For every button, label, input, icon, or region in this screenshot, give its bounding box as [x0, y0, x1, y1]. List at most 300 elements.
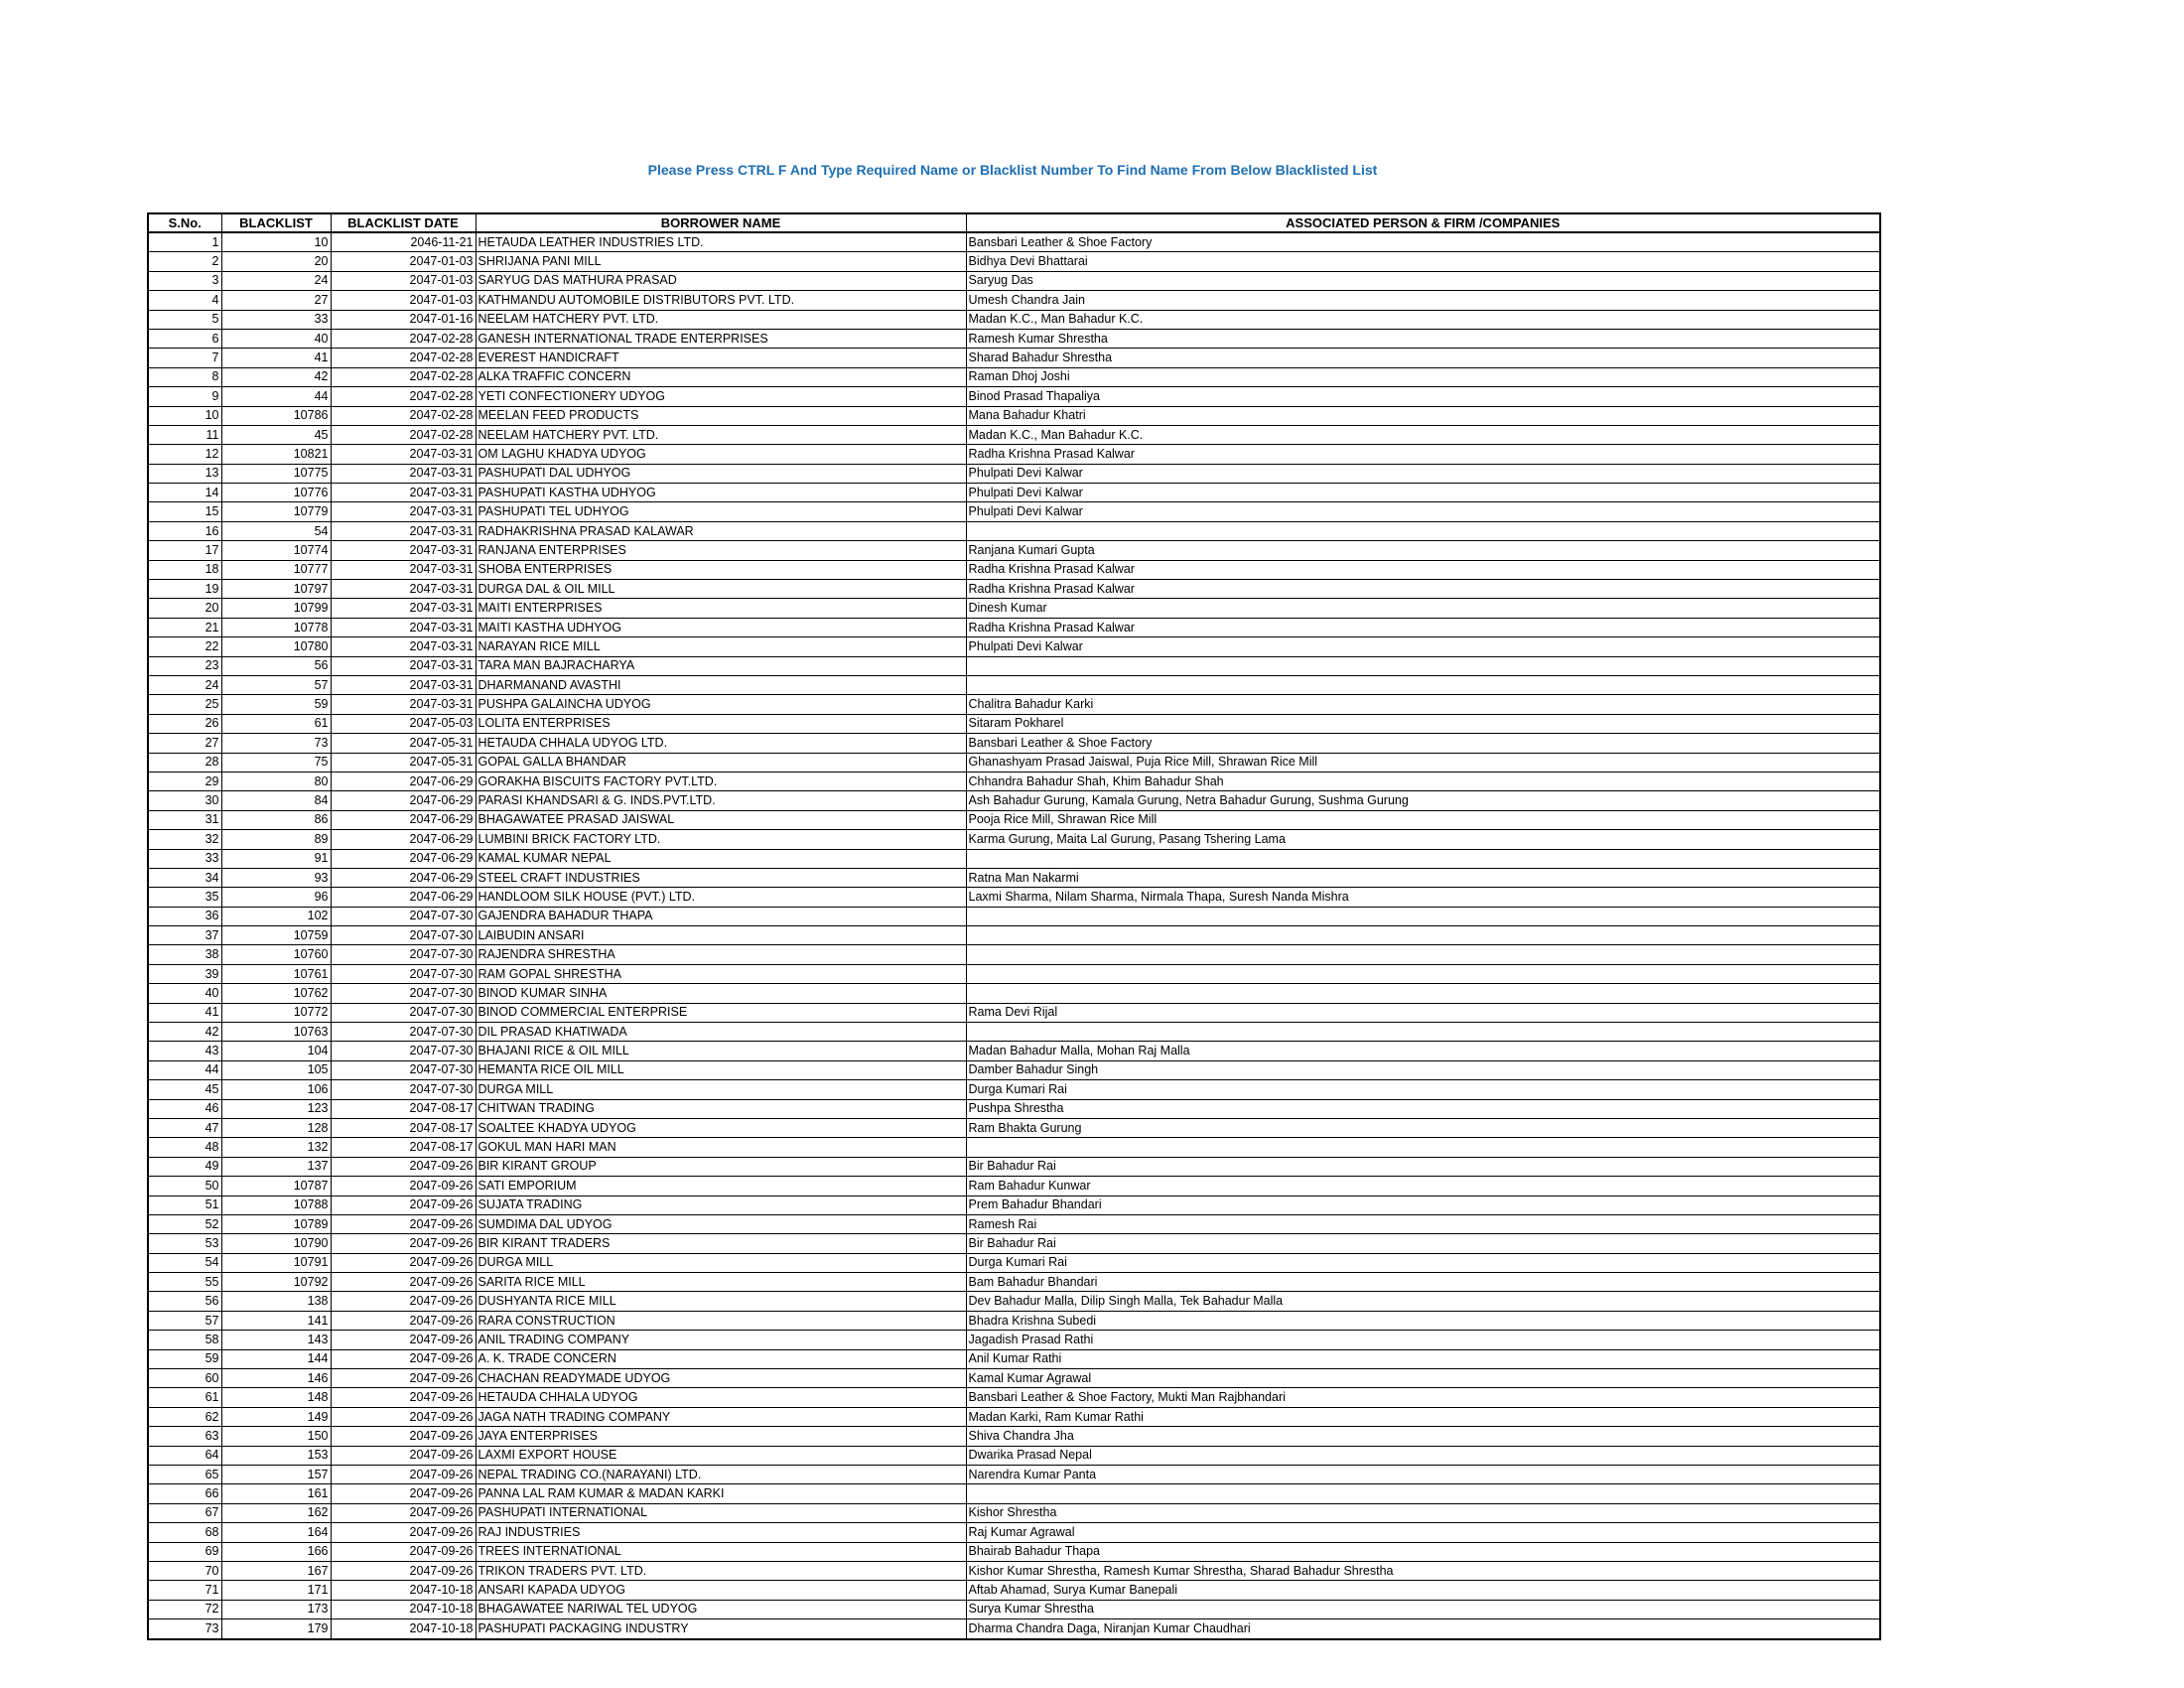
- cell-associated: Madan Bahadur Malla, Mohan Raj Malla: [966, 1042, 1880, 1060]
- cell-associated: Ash Bahadur Gurung, Kamala Gurung, Netra Bahadur Gurung, Sushma Gurung: [966, 791, 1880, 810]
- cell-blacklist: 10797: [221, 580, 331, 599]
- cell-sno: 19: [148, 580, 221, 599]
- cell-borrower-name: ALKA TRAFFIC CONCERN: [476, 367, 966, 386]
- table-row: [148, 541, 1880, 560]
- cell-borrower-name: GOKUL MAN HARI MAN: [476, 1138, 966, 1157]
- cell-sno: 23: [148, 656, 221, 675]
- cell-sno: 41: [148, 1003, 221, 1022]
- cell-blacklist-date: 2047-06-29: [331, 791, 476, 810]
- cell-blacklist-date: 2047-03-31: [331, 445, 476, 464]
- cell-blacklist: 10799: [221, 599, 331, 618]
- cell-blacklist-date: 2047-10-18: [331, 1619, 476, 1639]
- table-row: [148, 753, 1880, 772]
- cell-borrower-name: YETI CONFECTIONERY UDYOG: [476, 387, 966, 406]
- table-row: [148, 1331, 1880, 1349]
- cell-borrower-name: NEPAL TRADING CO.(NARAYANI) LTD.: [476, 1466, 966, 1484]
- cell-borrower-name: MAITI KASTHA UDHYOG: [476, 618, 966, 636]
- table-row: [148, 1619, 1880, 1639]
- cell-borrower-name: RAJENDRA SHRESTHA: [476, 945, 966, 964]
- table-row: [148, 926, 1880, 945]
- cell-associated: Raj Kumar Agrawal: [966, 1523, 1880, 1542]
- cell-borrower-name: JAYA ENTERPRISES: [476, 1427, 966, 1446]
- cell-borrower-name: RANJANA ENTERPRISES: [476, 541, 966, 560]
- cell-associated: Dwarika Prasad Nepal: [966, 1446, 1880, 1465]
- table-row: [148, 1060, 1880, 1079]
- cell-associated: [966, 1138, 1880, 1157]
- cell-blacklist: 179: [221, 1619, 331, 1639]
- cell-sno: 66: [148, 1484, 221, 1503]
- cell-sno: 3: [148, 271, 221, 290]
- cell-sno: 26: [148, 714, 221, 733]
- header-borrower-name: BORROWER NAME: [476, 213, 966, 232]
- cell-sno: 10: [148, 406, 221, 425]
- cell-sno: 59: [148, 1349, 221, 1368]
- table-row: [148, 1600, 1880, 1618]
- cell-associated: Kishor Shrestha: [966, 1503, 1880, 1522]
- cell-sno: 68: [148, 1523, 221, 1542]
- cell-borrower-name: DHARMANAND AVASTHI: [476, 675, 966, 694]
- cell-blacklist-date: 2047-09-26: [331, 1427, 476, 1446]
- cell-borrower-name: LOLITA ENTERPRISES: [476, 714, 966, 733]
- table-row: [148, 1388, 1880, 1407]
- cell-blacklist-date: 2047-09-26: [331, 1484, 476, 1503]
- cell-associated: Ramesh Kumar Shrestha: [966, 329, 1880, 348]
- cell-sno: 17: [148, 541, 221, 560]
- cell-blacklist-date: 2047-02-28: [331, 387, 476, 406]
- cell-associated: Phulpati Devi Kalwar: [966, 502, 1880, 521]
- cell-borrower-name: DURGA DAL & OIL MILL: [476, 580, 966, 599]
- cell-associated: Madan K.C., Man Bahadur K.C.: [966, 310, 1880, 329]
- cell-blacklist-date: 2047-01-03: [331, 271, 476, 290]
- cell-borrower-name: DURGA MILL: [476, 1253, 966, 1272]
- cell-blacklist: 123: [221, 1099, 331, 1118]
- cell-blacklist-date: 2047-03-31: [331, 521, 476, 540]
- cell-associated: Shiva Chandra Jha: [966, 1427, 1880, 1446]
- cell-associated: Rama Devi Rijal: [966, 1003, 1880, 1022]
- table-row: [148, 310, 1880, 329]
- table-row: [148, 1099, 1880, 1118]
- table-row: [148, 232, 1880, 252]
- cell-blacklist-date: 2047-03-31: [331, 637, 476, 656]
- cell-blacklist-date: 2047-08-17: [331, 1138, 476, 1157]
- cell-associated: Radha Krishna Prasad Kalwar: [966, 445, 1880, 464]
- table-row: [148, 445, 1880, 464]
- cell-blacklist: 54: [221, 521, 331, 540]
- table-row: [148, 1177, 1880, 1196]
- table-row: [148, 1466, 1880, 1484]
- table-row: [148, 984, 1880, 1003]
- cell-associated: Ranjana Kumari Gupta: [966, 541, 1880, 560]
- cell-sno: 34: [148, 868, 221, 887]
- cell-sno: 37: [148, 926, 221, 945]
- cell-sno: 12: [148, 445, 221, 464]
- cell-associated: Ghanashyam Prasad Jaiswal, Puja Rice Mill, Shrawan Rice Mill: [966, 753, 1880, 772]
- cell-blacklist: 73: [221, 734, 331, 753]
- cell-sno: 55: [148, 1273, 221, 1292]
- table-row: [148, 502, 1880, 521]
- cell-associated: Madan K.C., Man Bahadur K.C.: [966, 425, 1880, 444]
- cell-associated: Ramesh Rai: [966, 1214, 1880, 1233]
- cell-sno: 30: [148, 791, 221, 810]
- cell-sno: 20: [148, 599, 221, 618]
- cell-sno: 49: [148, 1157, 221, 1176]
- cell-blacklist: 10775: [221, 464, 331, 483]
- cell-associated: Umesh Chandra Jain: [966, 291, 1880, 310]
- table-row: [148, 291, 1880, 310]
- cell-borrower-name: BINOD KUMAR SINHA: [476, 984, 966, 1003]
- cell-blacklist: 150: [221, 1427, 331, 1446]
- cell-blacklist-date: 2047-07-30: [331, 1080, 476, 1099]
- cell-blacklist-date: 2047-03-31: [331, 580, 476, 599]
- cell-borrower-name: HETAUDA CHHALA UDYOG: [476, 1388, 966, 1407]
- cell-associated: Chhandra Bahadur Shah, Khim Bahadur Shah: [966, 772, 1880, 790]
- cell-blacklist: 166: [221, 1542, 331, 1561]
- cell-borrower-name: OM LAGHU KHADYA UDYOG: [476, 445, 966, 464]
- table-row: [148, 1427, 1880, 1446]
- cell-blacklist: 10777: [221, 560, 331, 579]
- table-row: [148, 888, 1880, 907]
- cell-borrower-name: SARYUG DAS MATHURA PRASAD: [476, 271, 966, 290]
- cell-blacklist: 10791: [221, 1253, 331, 1272]
- cell-blacklist: 10778: [221, 618, 331, 636]
- cell-associated: Karma Gurung, Maita Lal Gurung, Pasang Tshering Lama: [966, 830, 1880, 849]
- cell-blacklist: 153: [221, 1446, 331, 1465]
- cell-blacklist-date: 2047-06-29: [331, 772, 476, 790]
- cell-borrower-name: GOPAL GALLA BHANDAR: [476, 753, 966, 772]
- cell-borrower-name: PUSHPA GALAINCHA UDYOG: [476, 695, 966, 714]
- cell-blacklist-date: 2047-03-31: [331, 695, 476, 714]
- table-row: [148, 810, 1880, 829]
- cell-borrower-name: SHRIJANA PANI MILL: [476, 252, 966, 271]
- cell-blacklist-date: 2047-07-30: [331, 964, 476, 983]
- table-header-row: [148, 213, 1880, 232]
- cell-blacklist: 44: [221, 387, 331, 406]
- cell-blacklist-date: 2047-09-26: [331, 1561, 476, 1580]
- cell-blacklist: 10: [221, 232, 331, 252]
- cell-associated: [966, 1023, 1880, 1042]
- table-row: [148, 1273, 1880, 1292]
- table-row: [148, 1311, 1880, 1330]
- cell-sno: 38: [148, 945, 221, 964]
- cell-blacklist-date: 2047-09-26: [331, 1177, 476, 1196]
- cell-blacklist: 61: [221, 714, 331, 733]
- cell-associated: Phulpati Devi Kalwar: [966, 637, 1880, 656]
- cell-blacklist: 104: [221, 1042, 331, 1060]
- cell-blacklist-date: 2047-09-26: [331, 1273, 476, 1292]
- cell-blacklist-date: 2047-08-17: [331, 1099, 476, 1118]
- cell-borrower-name: TARA MAN BAJRACHARYA: [476, 656, 966, 675]
- table-row: [148, 618, 1880, 636]
- cell-blacklist-date: 2047-07-30: [331, 1060, 476, 1079]
- cell-sno: 33: [148, 849, 221, 868]
- cell-borrower-name: DUSHYANTA RICE MILL: [476, 1292, 966, 1311]
- cell-blacklist: 164: [221, 1523, 331, 1542]
- cell-blacklist: 144: [221, 1349, 331, 1368]
- table-row: [148, 1080, 1880, 1099]
- cell-sno: 15: [148, 502, 221, 521]
- cell-borrower-name: STEEL CRAFT INDUSTRIES: [476, 868, 966, 887]
- table-row: [148, 387, 1880, 406]
- cell-associated: Durga Kumari Rai: [966, 1080, 1880, 1099]
- cell-sno: 44: [148, 1060, 221, 1079]
- cell-sno: 32: [148, 830, 221, 849]
- table-row: [148, 1581, 1880, 1600]
- table-row: [148, 1157, 1880, 1176]
- cell-sno: 25: [148, 695, 221, 714]
- cell-blacklist-date: 2047-09-26: [331, 1349, 476, 1368]
- cell-blacklist-date: 2047-09-26: [331, 1407, 476, 1426]
- cell-blacklist: 171: [221, 1581, 331, 1600]
- cell-blacklist: 132: [221, 1138, 331, 1157]
- cell-borrower-name: JAGA NATH TRADING COMPANY: [476, 1407, 966, 1426]
- cell-blacklist-date: 2047-09-26: [331, 1292, 476, 1311]
- cell-blacklist-date: 2047-02-28: [331, 367, 476, 386]
- cell-blacklist-date: 2047-03-31: [331, 541, 476, 560]
- cell-borrower-name: BHAGAWATEE NARIWAL TEL UDYOG: [476, 1600, 966, 1618]
- table-row: [148, 964, 1880, 983]
- cell-blacklist: 10790: [221, 1234, 331, 1253]
- cell-blacklist-date: 2047-07-30: [331, 907, 476, 925]
- cell-associated: Dinesh Kumar: [966, 599, 1880, 618]
- table-row: [148, 734, 1880, 753]
- cell-blacklist-date: 2047-05-31: [331, 753, 476, 772]
- cell-blacklist: 10760: [221, 945, 331, 964]
- cell-associated: Raman Dhoj Joshi: [966, 367, 1880, 386]
- header-associated: ASSOCIATED PERSON & FIRM /COMPANIES: [966, 213, 1880, 232]
- cell-borrower-name: ANIL TRADING COMPANY: [476, 1331, 966, 1349]
- table-row: [148, 1523, 1880, 1542]
- table-row: [148, 329, 1880, 348]
- cell-associated: Phulpati Devi Kalwar: [966, 484, 1880, 502]
- cell-blacklist: 86: [221, 810, 331, 829]
- cell-blacklist-date: 2047-06-29: [331, 810, 476, 829]
- cell-blacklist: 24: [221, 271, 331, 290]
- cell-sno: 36: [148, 907, 221, 925]
- cell-associated: Narendra Kumar Panta: [966, 1466, 1880, 1484]
- cell-blacklist: 80: [221, 772, 331, 790]
- cell-associated: [966, 675, 1880, 694]
- cell-blacklist-date: 2047-02-28: [331, 425, 476, 444]
- cell-borrower-name: HANDLOOM SILK HOUSE (PVT.) LTD.: [476, 888, 966, 907]
- blacklist-table: [147, 212, 1881, 1640]
- cell-borrower-name: BIR KIRANT TRADERS: [476, 1234, 966, 1253]
- cell-borrower-name: SARITA RICE MILL: [476, 1273, 966, 1292]
- cell-sno: 6: [148, 329, 221, 348]
- cell-associated: Chalitra Bahadur Karki: [966, 695, 1880, 714]
- table-row: [148, 772, 1880, 790]
- cell-sno: 67: [148, 1503, 221, 1522]
- cell-sno: 9: [148, 387, 221, 406]
- cell-sno: 7: [148, 349, 221, 367]
- cell-blacklist: 96: [221, 888, 331, 907]
- cell-blacklist-date: 2047-09-26: [331, 1157, 476, 1176]
- cell-blacklist-date: 2047-01-03: [331, 291, 476, 310]
- cell-blacklist: 128: [221, 1118, 331, 1137]
- table-row: [148, 1446, 1880, 1465]
- table-row: [148, 349, 1880, 367]
- cell-borrower-name: NEELAM HATCHERY PVT. LTD.: [476, 310, 966, 329]
- cell-blacklist: 59: [221, 695, 331, 714]
- cell-borrower-name: CHITWAN TRADING: [476, 1099, 966, 1118]
- cell-borrower-name: NEELAM HATCHERY PVT. LTD.: [476, 425, 966, 444]
- table-row: [148, 695, 1880, 714]
- cell-sno: 62: [148, 1407, 221, 1426]
- cell-borrower-name: PASHUPATI INTERNATIONAL: [476, 1503, 966, 1522]
- cell-associated: Ratna Man Nakarmi: [966, 868, 1880, 887]
- header-blacklist-date: BLACKLIST DATE: [331, 213, 476, 232]
- cell-blacklist: 10789: [221, 1214, 331, 1233]
- table-row: [148, 252, 1880, 271]
- search-instruction: Please Press CTRL F And Type Required Name or Blacklist Number To Find Name From Below Blacklisted List: [647, 162, 1378, 178]
- cell-associated: Dharma Chandra Daga, Niranjan Kumar Chaudhari: [966, 1619, 1880, 1639]
- cell-borrower-name: RARA CONSTRUCTION: [476, 1311, 966, 1330]
- cell-associated: Bhadra Krishna Subedi: [966, 1311, 1880, 1330]
- cell-sno: 69: [148, 1542, 221, 1561]
- table-row: [148, 1234, 1880, 1253]
- cell-sno: 54: [148, 1253, 221, 1272]
- cell-borrower-name: PARASI KHANDSARI & G. INDS.PVT.LTD.: [476, 791, 966, 810]
- cell-blacklist: 10762: [221, 984, 331, 1003]
- cell-blacklist-date: 2047-09-26: [331, 1503, 476, 1522]
- cell-borrower-name: RAM GOPAL SHRESTHA: [476, 964, 966, 983]
- cell-associated: Sharad Bahadur Shrestha: [966, 349, 1880, 367]
- cell-borrower-name: SATI EMPORIUM: [476, 1177, 966, 1196]
- cell-borrower-name: BHAGAWATEE PRASAD JAISWAL: [476, 810, 966, 829]
- cell-borrower-name: BIR KIRANT GROUP: [476, 1157, 966, 1176]
- cell-blacklist-date: 2047-03-31: [331, 618, 476, 636]
- cell-sno: 53: [148, 1234, 221, 1253]
- cell-blacklist-date: 2047-03-31: [331, 675, 476, 694]
- cell-sno: 11: [148, 425, 221, 444]
- cell-blacklist: 84: [221, 791, 331, 810]
- table-row: [148, 560, 1880, 579]
- cell-borrower-name: BHAJANI RICE & OIL MILL: [476, 1042, 966, 1060]
- cell-blacklist: 57: [221, 675, 331, 694]
- cell-borrower-name: GANESH INTERNATIONAL TRADE ENTERPRISES: [476, 329, 966, 348]
- table-row: [148, 425, 1880, 444]
- cell-blacklist: 42: [221, 367, 331, 386]
- cell-associated: Durga Kumari Rai: [966, 1253, 1880, 1272]
- cell-blacklist: 89: [221, 830, 331, 849]
- cell-sno: 18: [148, 560, 221, 579]
- cell-sno: 43: [148, 1042, 221, 1060]
- table-row: [148, 1138, 1880, 1157]
- cell-associated: Bidhya Devi Bhattarai: [966, 252, 1880, 271]
- cell-sno: 70: [148, 1561, 221, 1580]
- cell-blacklist-date: 2047-07-30: [331, 1042, 476, 1060]
- cell-sno: 50: [148, 1177, 221, 1196]
- cell-sno: 46: [148, 1099, 221, 1118]
- table-row: [148, 484, 1880, 502]
- table-row: [148, 1407, 1880, 1426]
- cell-blacklist-date: 2047-06-29: [331, 888, 476, 907]
- cell-associated: Radha Krishna Prasad Kalwar: [966, 618, 1880, 636]
- cell-sno: 56: [148, 1292, 221, 1311]
- cell-associated: Dev Bahadur Malla, Dilip Singh Malla, Tek Bahadur Malla: [966, 1292, 1880, 1311]
- cell-borrower-name: PASHUPATI TEL UDHYOG: [476, 502, 966, 521]
- cell-blacklist-date: 2047-09-26: [331, 1196, 476, 1214]
- cell-sno: 29: [148, 772, 221, 790]
- cell-borrower-name: HETAUDA CHHALA UDYOG LTD.: [476, 734, 966, 753]
- cell-sno: 2: [148, 252, 221, 271]
- cell-associated: [966, 907, 1880, 925]
- cell-blacklist-date: 2047-07-30: [331, 926, 476, 945]
- cell-blacklist-date: 2047-09-26: [331, 1311, 476, 1330]
- cell-blacklist-date: 2047-09-26: [331, 1466, 476, 1484]
- cell-sno: 8: [148, 367, 221, 386]
- cell-associated: Kishor Kumar Shrestha, Ramesh Kumar Shrestha, Sharad Bahadur Shrestha: [966, 1561, 1880, 1580]
- cell-borrower-name: RADHAKRISHNA PRASAD KALAWAR: [476, 521, 966, 540]
- cell-blacklist: 20: [221, 252, 331, 271]
- cell-blacklist: 40: [221, 329, 331, 348]
- cell-blacklist-date: 2047-10-18: [331, 1581, 476, 1600]
- cell-blacklist-date: 2047-01-03: [331, 252, 476, 271]
- cell-blacklist: 91: [221, 849, 331, 868]
- cell-sno: 61: [148, 1388, 221, 1407]
- cell-blacklist-date: 2047-01-16: [331, 310, 476, 329]
- cell-borrower-name: NARAYAN RICE MILL: [476, 637, 966, 656]
- cell-blacklist-date: 2047-03-31: [331, 484, 476, 502]
- table-row: [148, 1369, 1880, 1388]
- cell-sno: 21: [148, 618, 221, 636]
- cell-blacklist: 10779: [221, 502, 331, 521]
- cell-borrower-name: TRIKON TRADERS PVT. LTD.: [476, 1561, 966, 1580]
- cell-associated: Pushpa Shrestha: [966, 1099, 1880, 1118]
- cell-blacklist: 27: [221, 291, 331, 310]
- cell-borrower-name: SHOBA ENTERPRISES: [476, 560, 966, 579]
- cell-borrower-name: GORAKHA BISCUITS FACTORY PVT.LTD.: [476, 772, 966, 790]
- table-row: [148, 1214, 1880, 1233]
- cell-associated: [966, 945, 1880, 964]
- cell-borrower-name: DIL PRASAD KHATIWADA: [476, 1023, 966, 1042]
- cell-blacklist: 56: [221, 656, 331, 675]
- cell-sno: 27: [148, 734, 221, 753]
- cell-associated: Mana Bahadur Khatri: [966, 406, 1880, 425]
- table-row: [148, 521, 1880, 540]
- cell-associated: Radha Krishna Prasad Kalwar: [966, 580, 1880, 599]
- cell-borrower-name: CHACHAN READYMADE UDYOG: [476, 1369, 966, 1388]
- cell-associated: Bansbari Leather & Shoe Factory: [966, 734, 1880, 753]
- cell-blacklist-date: 2047-08-17: [331, 1118, 476, 1137]
- cell-sno: 52: [148, 1214, 221, 1233]
- cell-associated: Madan Karki, Ram Kumar Rathi: [966, 1407, 1880, 1426]
- cell-borrower-name: LUMBINI BRICK FACTORY LTD.: [476, 830, 966, 849]
- cell-associated: Phulpati Devi Kalwar: [966, 464, 1880, 483]
- cell-associated: Bam Bahadur Bhandari: [966, 1273, 1880, 1292]
- cell-blacklist-date: 2047-06-29: [331, 830, 476, 849]
- table-row: [148, 945, 1880, 964]
- cell-blacklist: 143: [221, 1331, 331, 1349]
- cell-borrower-name: HEMANTA RICE OIL MILL: [476, 1060, 966, 1079]
- cell-blacklist: 173: [221, 1600, 331, 1618]
- cell-associated: [966, 1484, 1880, 1503]
- cell-associated: Binod Prasad Thapaliya: [966, 387, 1880, 406]
- cell-borrower-name: PASHUPATI DAL UDHYOG: [476, 464, 966, 483]
- cell-borrower-name: MEELAN FEED PRODUCTS: [476, 406, 966, 425]
- cell-blacklist: 10792: [221, 1273, 331, 1292]
- cell-borrower-name: A. K. TRADE CONCERN: [476, 1349, 966, 1368]
- cell-blacklist: 138: [221, 1292, 331, 1311]
- cell-sno: 65: [148, 1466, 221, 1484]
- table-row: [148, 271, 1880, 290]
- cell-associated: Prem Bahadur Bhandari: [966, 1196, 1880, 1214]
- cell-blacklist-date: 2047-03-31: [331, 656, 476, 675]
- cell-blacklist-date: 2047-09-26: [331, 1214, 476, 1233]
- cell-associated: Saryug Das: [966, 271, 1880, 290]
- cell-blacklist-date: 2047-09-26: [331, 1234, 476, 1253]
- cell-blacklist: 10759: [221, 926, 331, 945]
- cell-associated: Bir Bahadur Rai: [966, 1234, 1880, 1253]
